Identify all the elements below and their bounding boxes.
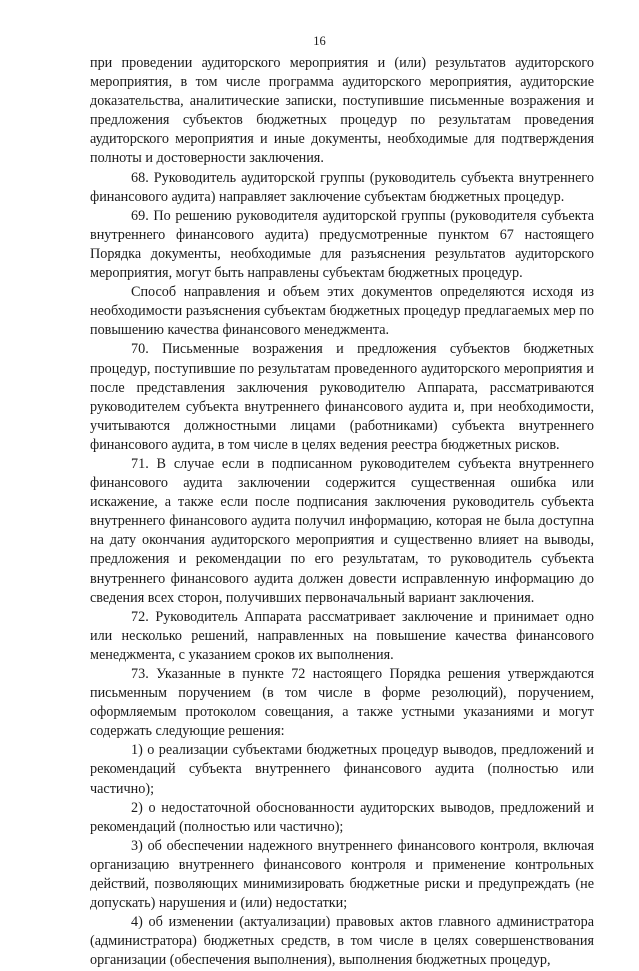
paragraph-73: 73. Указанные в пункте 72 настоящего Порядка решения утверждаются письменным поручением (в том числе в форме резолюций), поручением, оформляемым протоколом совещания, а также устными указаниями и могут содержать следующие решения: <box>90 666 594 740</box>
paragraph-72: 72. Руководитель Аппарата рассматривает заключение и принимает одно или несколько решений, направленных на повышение качества финансового менеджмента, с указанием сроков их выполнения. <box>90 608 594 663</box>
paragraph-continuation: при проведении аудиторского мероприятия и (или) результатов аудиторского мероприятия, в том числе программа аудиторского мероприятия, аудиторские доказательства, аналитические записки, поступившие письменные возражения и предложения субъектов бюджетных процедур по результатам проведения аудиторского мероприятия и иные документы, необходимые для подтверждения полноты и достоверности заключения. <box>90 55 594 167</box>
list-item-4: 4) об изменении (актуализации) правовых актов главного администратора (администратора) бюджетных средств, в том числе в целях совершенствования организации (обеспечения выполнения), выполнения бюджетных процедур, <box>90 914 594 969</box>
paragraph-69-method: Способ направления и объем этих документов определяются исходя из необходимости разъяснения субъектам бюджетных процедур предлагаемых мер по повышению качества финансового менеджмента. <box>90 284 594 339</box>
page-number: 16 <box>313 34 326 48</box>
paragraph-68: 68. Руководитель аудиторской группы (руководитель субъекта внутреннего финансового аудита) направляет заключение субъектам бюджетных процедур. <box>90 169 594 205</box>
paragraph-70: 70. Письменные возражения и предложения субъектов бюджетных процедур, поступившие по результатам проведенного аудиторского мероприятия и после представления заключения руководителю Аппарата, рассматриваются руководителем субъекта внутреннего финансового аудита и, при необходимости, учитываются должностными лицами (работниками) субъекта внутреннего финансового аудита, в том числе в целях ведения реестра бюджетных рисков. <box>90 341 594 453</box>
list-item-2: 2) о недостаточной обоснованности аудиторских выводов, предложений и рекомендаций (полностью или частично); <box>90 799 594 835</box>
list-item-3: 3) об обеспечении надежного внутреннего финансового контроля, включая организацию внутреннего финансового контроля и применение контрольных действий, позволяющих минимизировать бюджетные риски и предупреждать (не допускать) нарушения и (или) недостатки; <box>90 837 594 912</box>
paragraph-69: 69. По решению руководителя аудиторской группы (руководителя субъекта внутреннего финансового аудита) предусмотренные пунктом 67 настоящего Порядка документы, необходимые для разъяснения результатов аудиторского мероприятия, могут быть направлены субъектам бюджетных процедур. <box>90 207 594 282</box>
list-item-1: 1) о реализации субъектами бюджетных процедур выводов, предложений и рекомендаций субъекта внутреннего финансового аудита (полностью или частично); <box>90 742 594 797</box>
paragraph-71: 71. В случае если в подписанном руководителем субъекта внутреннего финансового аудита заключении содержится существенная ошибка или искажение, а также если после подписания заключения руководитель субъекта внутреннего финансового аудита получил информацию, которая не была доступна на дату окончания аудиторского мероприятия и существенно влияет на выводы, предложения и рекомендации по его результатам, то руководитель субъекта внутреннего финансового аудита должен довести исправленную информацию до сведения всех сторон, получивших первоначальный вариант заключения. <box>90 455 594 606</box>
document-body <box>90 54 594 971</box>
